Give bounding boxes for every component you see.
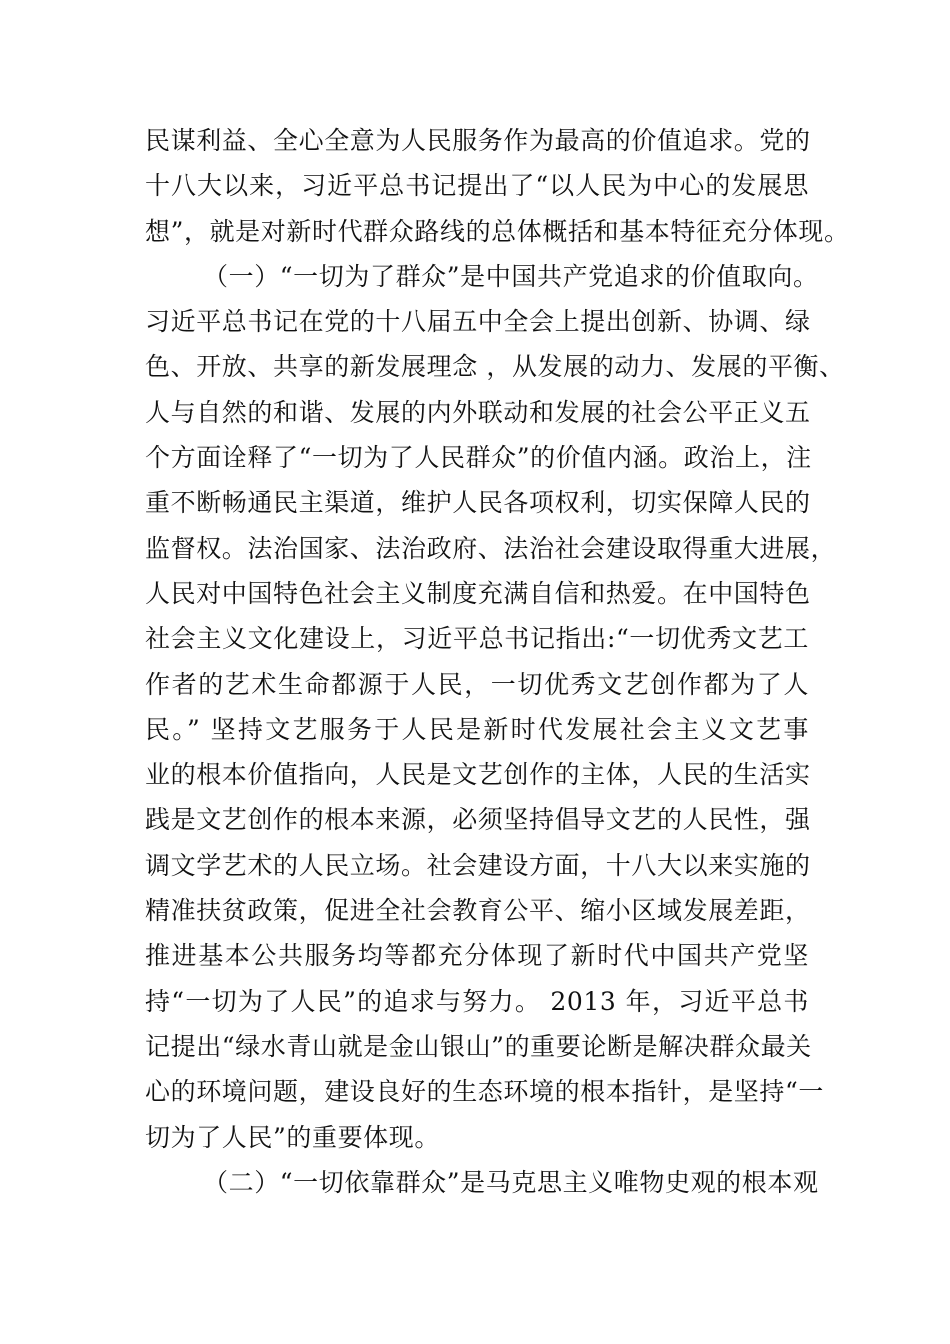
text-line: 十八大以来，习近平总书记提出了“以人民为中心的发展思 (145, 171, 809, 201)
text-line: 习近平总书记在党的十八届五中全会上提出创新、协调、绿 (145, 307, 811, 337)
text-line: 想”，就是对新时代群众路线的总体概括和基本特征充分体现。 (145, 216, 850, 246)
body-text (145, 118, 850, 1205)
text-line: 精准扶贫政策，促进全社会教育公平、缩小区域发展差距， (145, 896, 811, 926)
text-line: 色、开放、共享的新发展理念 ，从发展的动力、发展的平衡、 (145, 352, 845, 382)
text-line: 业的根本价值指向，人民是文艺创作的主体，人民的生活实 (145, 760, 811, 790)
text-line: 调文学艺术的人民立场。社会建设方面，十八大以来实施的 (145, 850, 811, 880)
text-line: 心的环境问题，建设良好的生态环境的根本指针，是坚持“一 (145, 1077, 824, 1107)
text-line: 监督权。法治国家、法治政府、法治社会建设取得重大进展， (145, 533, 837, 563)
text-line: 民谋利益、全心全意为人民服务作为最高的价值追求。党的 (145, 126, 811, 155)
text-line: 人与自然的和谐、发展的内外联动和发展的社会公平正义五 (145, 397, 811, 427)
text-line: 切为了人民”的重要体现。 (145, 1122, 440, 1152)
text-line: 践是文艺创作的根本来源，必须坚持倡导文艺的人民性，强 (145, 805, 811, 835)
text-line: 人民对中国特色社会主义制度充满自信和热爱。在中国特色 (145, 578, 811, 608)
text-line: 作者的艺术生命都源于人民，一切优秀文艺创作都为了人 (145, 669, 809, 699)
text-line: 民。” 坚持文艺服务于人民是新时代发展社会主义文艺事 (145, 714, 809, 744)
text-line: 记提出“绿水青山就是金山银山”的重要论断是解决群众最关 (145, 1031, 812, 1061)
section-heading-1: （一）“一切为了群众”是中国共产党追求的价值取向。 (203, 261, 819, 291)
text-line: 推进基本公共服务均等都充分体现了新时代中国共产党坚 (145, 941, 809, 971)
section-heading-2: （二）“一切依靠群众”是马克思主义唯物史观的根本观 (203, 1167, 819, 1197)
text-line: 社会主义文化建设上，习近平总书记指出:“一切优秀文艺工 (145, 624, 809, 654)
text-line: 重不断畅通民主渠道，维护人民各项权利，切实保障人民的 (145, 488, 811, 518)
text-line: 持“一切为了人民”的追求与努力。 2013 年，习近平总书 (145, 986, 809, 1016)
text-line: 个方面诠释了“一切为了人民群众”的价值内涵。政治上，注 (145, 443, 812, 473)
